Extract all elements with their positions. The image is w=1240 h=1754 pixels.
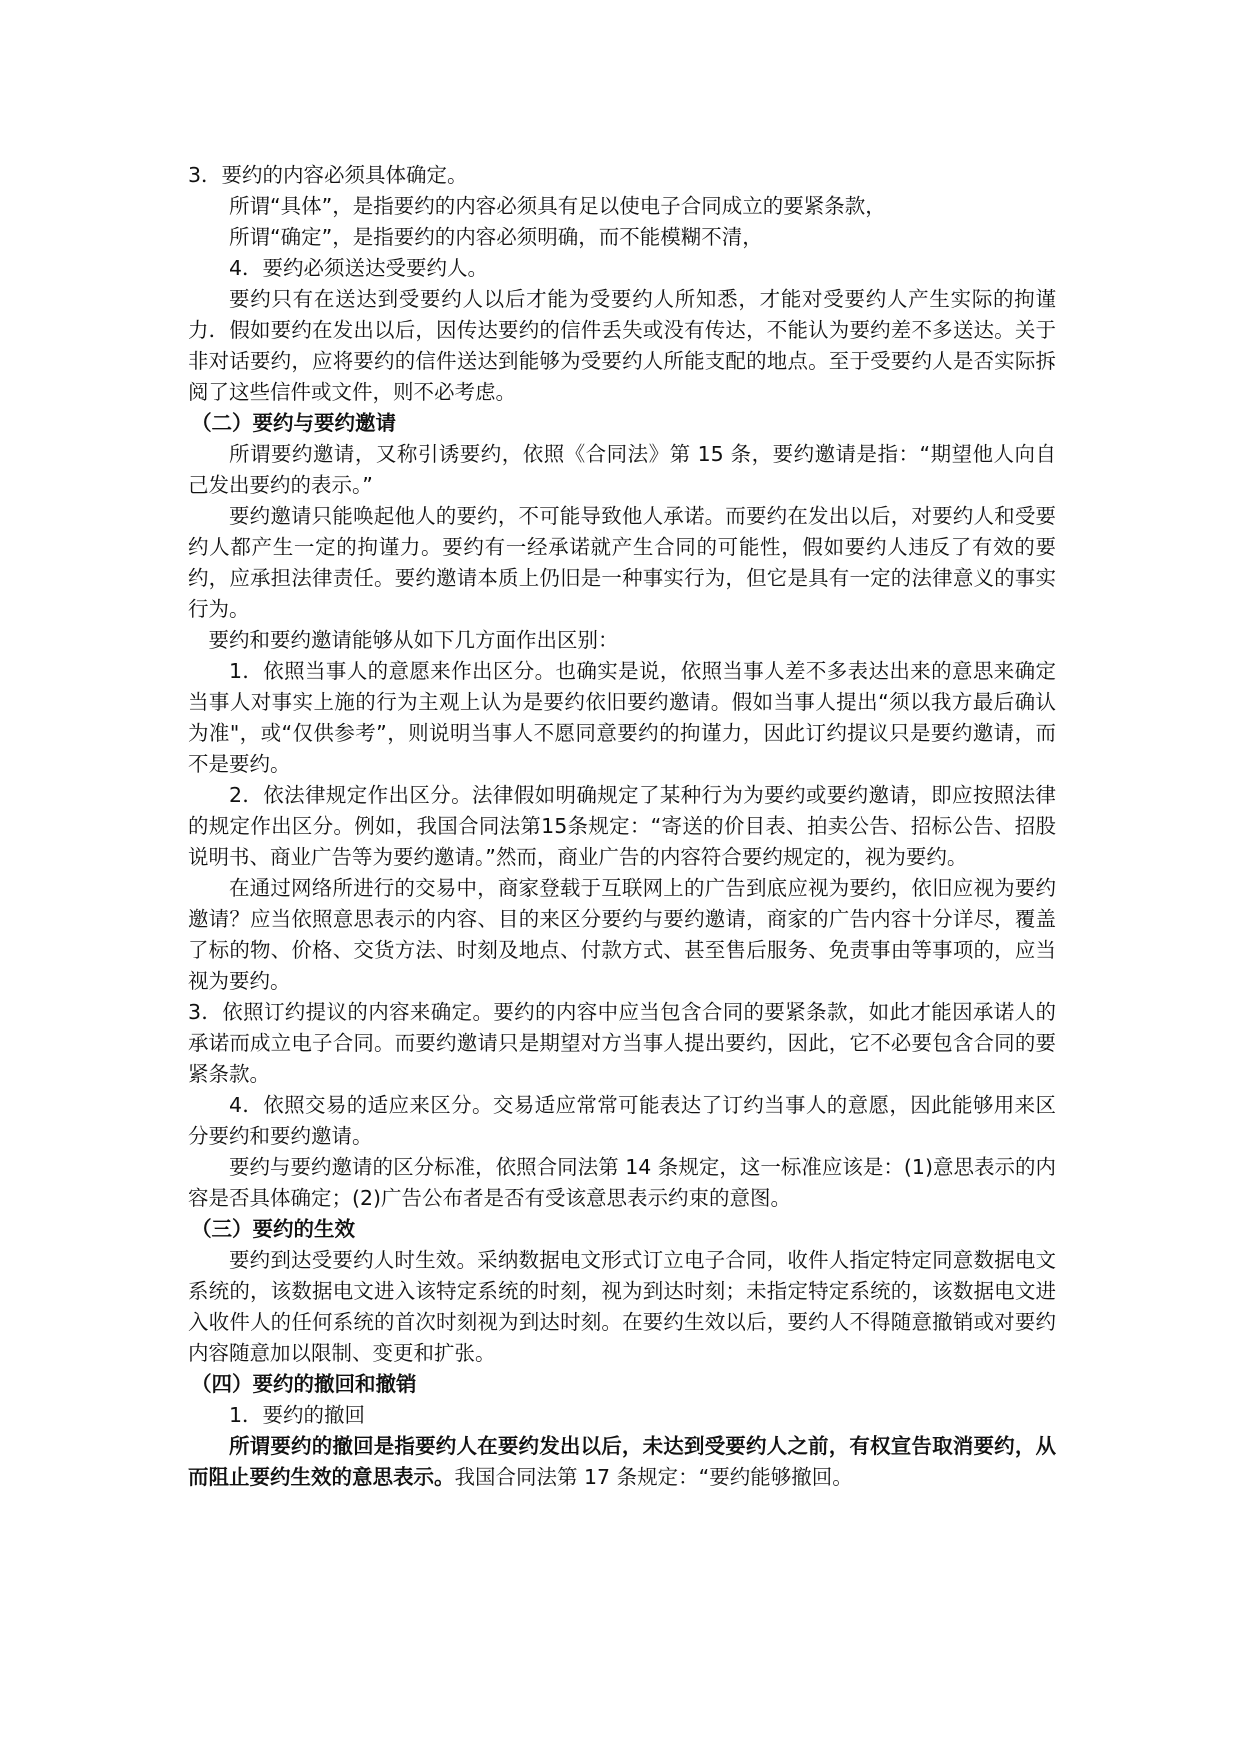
paragraph: 要约邀请只能唤起他人的要约，不可能导致他人承诺。而要约在发出以后，对要约人和受要约人都产生一定的拘谨力。要约有一经承诺就产生合同的可能性，假如要约人违反了有效的要约，应承担法律责任。要约邀请本质上仍旧是一种事实行为，但它是具有一定的法律意义的事实行为。 — [188, 504, 1056, 621]
section-heading: （二）要约与要约邀请 — [191, 411, 397, 435]
paragraph — [188, 1431, 1056, 1493]
paragraph: 3．要约的内容必须具体确定。 — [188, 163, 468, 187]
bold-definition: 所谓要约的撤回是指要约人在要约发出以后，未达到受要约人之前，有权宣告取消要约，从而阻止要约生效的意思表示。 — [188, 1434, 1056, 1489]
paragraph: 1．依照当事人的意愿来作出区分。也确实是说，依照当事人差不多表达出来的意思来确定当事人对事实上施的行为主观上认为是要约依旧要约邀请。假如当事人提出“须以我方最后确认为准"，或“仅供参考”，则说明当事人不愿同意要约的拘谨力，因此订约提议只是要约邀请，而不是要约。 — [188, 659, 1056, 776]
paragraph: 2．依法律规定作出区分。法律假如明确规定了某种行为为要约或要约邀请，即应按照法律的规定作出区分。例如，我国合同法第15条规定：“寄送的价目表、拍卖公告、招标公告、招股说明书、商业广告等为要约邀请。”然而，商业广告的内容符合要约规定的，视为要约。 — [188, 783, 1056, 869]
paragraph: 所谓要约邀请，又称引诱要约，依照《合同法》第 15 条，要约邀请是指：“期望他人向自己发出要约的表示。” — [188, 442, 1056, 497]
paragraph: 所谓“确定”，是指要约的内容必须明确，而不能模糊不清， — [229, 225, 763, 249]
paragraph: 要约到达受要约人时生效。采纳数据电文形式订立电子合同，收件人指定特定同意数据电文系统的，该数据电文进入该特定系统的时刻，视为到达时刻；未指定特定系统的，该数据电文进入收件人的任何系统的首次时刻视为到达时刻。在要约生效以后，要约人不得随意撤销或对要约内容随意加以限制、变更和扩张。 — [188, 1248, 1056, 1365]
paragraph-tail: 我国合同法第 17 条规定：“要约能够撤回。 — [454, 1465, 853, 1489]
paragraph: 要约只有在送达到受要约人以后才能为受要约人所知悉，才能对受要约人产生实际的拘谨力．假如要约在发出以后，因传达要约的信件丢失或没有传达，不能认为要约差不多送达。关于非对话要约，应将要约的信件送达到能够为受要约人所能支配的地点。至于受要约人是否实际拆阅了这些信件或文件，则不必考虑。 — [188, 287, 1056, 404]
paragraph: 在通过网络所进行的交易中，商家登载于互联网上的广告到底应视为要约，依旧应视为要约邀请？应当依照意思表示的内容、目的来区分要约与要约邀请，商家的广告内容十分详尽，覆盖了标的物、价格、交货方法、时刻及地点、付款方式、甚至售后服务、免责事由等事项的，应当视为要约。 — [188, 876, 1056, 993]
paragraph: 1．要约的撤回 — [229, 1403, 366, 1427]
section-heading: （四）要约的撤回和撤销 — [191, 1372, 417, 1396]
paragraph: 4．依照交易的适应来区分。交易适应常常可能表达了订约当事人的意愿，因此能够用来区分要约和要约邀请。 — [188, 1093, 1056, 1148]
section-heading: （三）要约的生效 — [191, 1217, 356, 1241]
paragraph: 3．依照订约提议的内容来确定。要约的内容中应当包含合同的要紧条款，如此才能因承诺人的承诺而成立电子合同。而要约邀请只是期望对方当事人提出要约，因此，它不必要包含合同的要紧条款。 — [188, 1000, 1056, 1086]
paragraph: 4．要约必须送达受要约人。 — [229, 256, 489, 280]
document-page — [188, 160, 1056, 1493]
paragraph: 所谓“具体”，是指要约的内容必须具有足以使电子合同成立的要紧条款， — [229, 194, 886, 218]
paragraph: 要约与要约邀请的区分标准，依照合同法第 14 条规定，这一标准应该是：(1)意思表示的内容是否具体确定；(2)广告公布者是否有受该意思表示约束的意图。 — [188, 1155, 1056, 1210]
paragraph: 要约和要约邀请能够从如下几方面作出区别： — [208, 628, 619, 652]
